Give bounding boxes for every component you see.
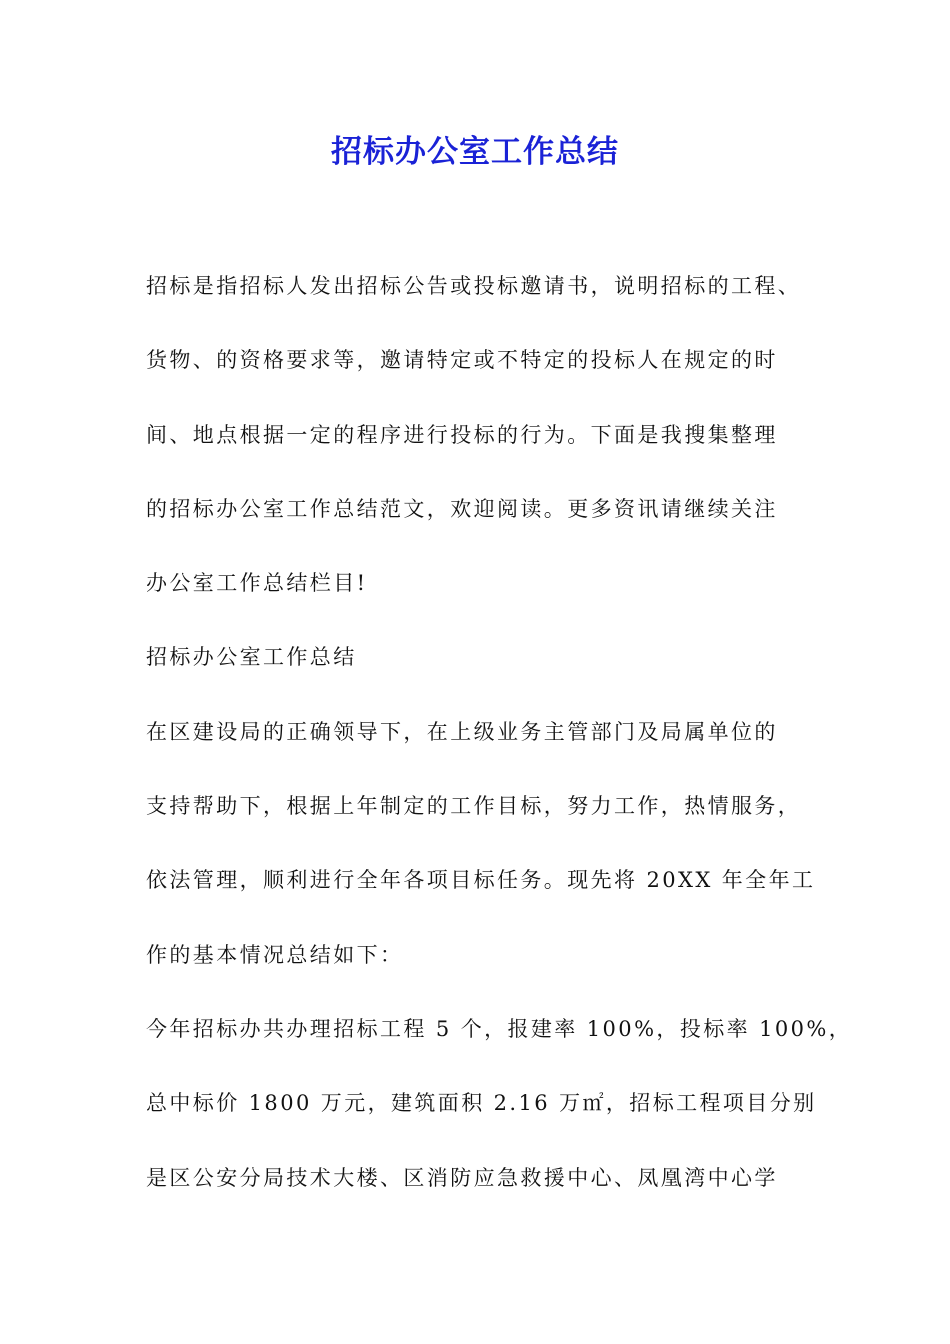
text-line: 依法管理，顺利进行全年各项目标任务。现先将 20XX 年全年工 bbox=[146, 868, 816, 893]
text-line: 办公室工作总结栏目! bbox=[146, 571, 368, 596]
text-line: 是区公安分局技术大楼、区消防应急救援中心、凤凰湾中心学 bbox=[146, 1165, 778, 1190]
text-line: 的招标办公室工作总结范文，欢迎阅读。更多资讯请继续关注 bbox=[146, 496, 778, 521]
document-body bbox=[146, 266, 853, 1232]
text-line: 今年招标办共办理招标工程 5 个，报建率 100%，投标率 100%， bbox=[146, 1016, 853, 1041]
document-title: 招标办公室工作总结 bbox=[331, 134, 619, 170]
text-line: 在区建设局的正确领导下，在上级业务主管部门及局属单位的 bbox=[146, 719, 778, 744]
text-line: 总中标价 1800 万元，建筑面积 2.16 万㎡，招标工程项目分别 bbox=[146, 1091, 817, 1116]
text-line: 货物、的资格要求等，邀请特定或不特定的投标人在规定的时 bbox=[146, 348, 778, 373]
text-line: 间、地点根据一定的程序进行投标的行为。下面是我搜集整理 bbox=[146, 422, 778, 447]
section-heading: 招标办公室工作总结 bbox=[146, 645, 357, 670]
text-line: 招标是指招标人发出招标公告或投标邀请书，说明招标的工程、 bbox=[146, 274, 802, 298]
text-line: 支持帮助下，根据上年制定的工作目标，努力工作，热情服务， bbox=[146, 794, 802, 819]
text-line: 作的基本情况总结如下： bbox=[146, 942, 404, 967]
